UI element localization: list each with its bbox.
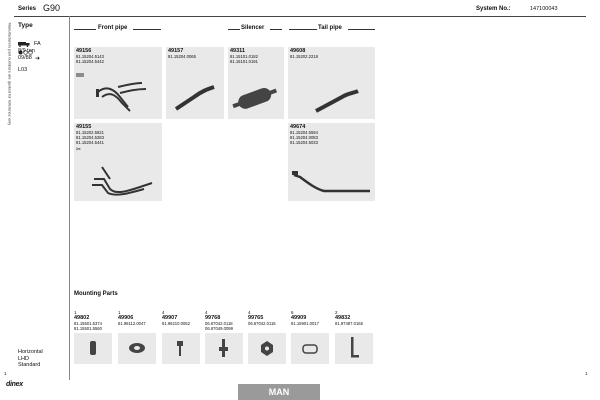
tail-pipe-drawing bbox=[290, 165, 374, 199]
part-number: 99768 bbox=[205, 315, 221, 321]
part-number: 49832 bbox=[335, 315, 351, 321]
mounting-item[interactable] bbox=[248, 310, 276, 326]
gasket-icon bbox=[76, 65, 84, 83]
dinex-logo: dinex bbox=[6, 381, 23, 388]
oem-ref: 06.67049.0099 bbox=[205, 326, 233, 331]
series-value: G90 bbox=[43, 3, 61, 13]
stud-icon bbox=[217, 339, 231, 359]
tail-pipe-heading: Tail pipe bbox=[318, 25, 342, 31]
flange-icon bbox=[128, 341, 146, 355]
tail-pipe-rule-left bbox=[289, 29, 317, 30]
brand-banner: MAN bbox=[238, 384, 320, 400]
front-pipe-drawing bbox=[94, 77, 158, 117]
quantity: 4 bbox=[162, 310, 165, 315]
mounting-item[interactable] bbox=[205, 310, 233, 331]
oem-ref: 81.15101.0182 bbox=[230, 54, 258, 59]
oem-ref: 81.15501.5374 bbox=[74, 321, 102, 326]
oem-ref: 81.15204.5033 bbox=[290, 140, 318, 145]
oem-ref: 81.15204.5442 bbox=[76, 59, 104, 64]
oem-ref: 81.15204.5594 bbox=[290, 130, 318, 135]
mounting-image bbox=[291, 333, 329, 364]
date-from: 09/88 bbox=[18, 55, 32, 61]
hanger-icon bbox=[347, 337, 361, 361]
part-number: 49907 bbox=[162, 315, 178, 321]
oem-ref: 81.15204.5143 bbox=[76, 54, 104, 59]
bolt-icon bbox=[174, 341, 186, 357]
mounting-image bbox=[74, 333, 112, 364]
part-card[interactable] bbox=[74, 123, 162, 201]
part-number: 49608 bbox=[290, 48, 306, 54]
mounting-item[interactable] bbox=[162, 310, 190, 326]
front-pipe-drawing bbox=[172, 83, 218, 113]
oem-ref: 81.15204.5441 bbox=[76, 140, 104, 145]
system-number-label: System No.: bbox=[476, 6, 511, 12]
header-rule bbox=[14, 16, 586, 17]
front-pipe-heading: Front pipe bbox=[98, 25, 128, 31]
oem-ref: 81.15204.0083 bbox=[290, 135, 318, 140]
series-label: Series bbox=[18, 6, 37, 12]
oem-ref: 81.15202.2218 bbox=[290, 54, 318, 59]
part-card[interactable] bbox=[74, 47, 162, 119]
oem-ref: 81.15204.0065 bbox=[168, 54, 196, 59]
engine-code: L03 bbox=[18, 67, 28, 73]
part-number: 99765 bbox=[248, 315, 264, 321]
config-drive: LHD bbox=[18, 355, 30, 362]
mounting-item[interactable] bbox=[118, 310, 146, 326]
system-number-value: 147100043 bbox=[530, 6, 558, 12]
bracket-icon bbox=[86, 339, 100, 357]
oem-ref: 06.67042.0115 bbox=[248, 321, 276, 326]
front-pipe-rule-left bbox=[74, 29, 96, 30]
part-number: 49157 bbox=[168, 48, 184, 54]
mounting-image bbox=[335, 333, 373, 364]
part-number: 49802 bbox=[74, 315, 90, 321]
part-number: 49311 bbox=[230, 48, 245, 54]
part-card[interactable] bbox=[288, 47, 375, 119]
mounting-image bbox=[248, 333, 286, 364]
mounting-image bbox=[162, 333, 200, 364]
part-number: 49906 bbox=[118, 315, 134, 321]
tail-pipe-rule-right bbox=[348, 29, 375, 30]
type-title: Type bbox=[18, 22, 33, 29]
quantity: 1 bbox=[118, 310, 121, 315]
quantity: 4 bbox=[248, 310, 251, 315]
oem-ref: 81.15901.0017 bbox=[291, 321, 319, 326]
part-card[interactable] bbox=[228, 47, 284, 119]
part-number: 49674 bbox=[290, 124, 306, 130]
config-variant: Standard bbox=[18, 362, 41, 368]
config-orientation: Horizontal bbox=[18, 349, 43, 355]
quantity: 4 bbox=[205, 310, 208, 315]
front-pipe-rule-right bbox=[133, 29, 161, 30]
fa-label: FA bbox=[34, 41, 41, 47]
oem-ref: 81.97487.0165 bbox=[335, 321, 363, 326]
mounting-item[interactable] bbox=[335, 310, 363, 326]
mounting-image bbox=[118, 333, 156, 364]
part-number: 49156 bbox=[76, 48, 92, 54]
silencer-rule-left bbox=[228, 29, 240, 30]
oem-ref: 81.96210.0052 bbox=[162, 321, 190, 326]
clamp-icon: ✂ bbox=[76, 147, 82, 153]
tonnage: 8/9 ton bbox=[18, 48, 35, 54]
quantity: 2 bbox=[335, 310, 338, 315]
oem-ref: 81.15202.5821 bbox=[76, 130, 104, 135]
mounting-parts-heading: Mounting Parts bbox=[74, 291, 118, 297]
rubber-mount-icon bbox=[302, 343, 318, 355]
mounting-item[interactable] bbox=[291, 310, 319, 326]
oem-ref: 81.15501.5560 bbox=[74, 326, 102, 331]
front-pipe-drawing bbox=[88, 163, 158, 199]
silencer-rule-right bbox=[270, 29, 282, 30]
part-number: 49909 bbox=[291, 315, 307, 321]
part-number: 49155 bbox=[76, 124, 92, 130]
oem-ref: 81.15204.5283 bbox=[76, 135, 104, 140]
quantity: 6 bbox=[291, 310, 294, 315]
mounting-image bbox=[205, 333, 243, 364]
tail-pipe-drawing bbox=[312, 87, 362, 115]
arrow-right-icon: ➔ bbox=[35, 56, 41, 62]
oem-ref: 81.15101.0191 bbox=[230, 59, 258, 64]
nut-icon bbox=[260, 340, 274, 358]
page-number-right: 1 bbox=[585, 371, 588, 376]
part-card[interactable] bbox=[166, 47, 224, 119]
silencer-drawing bbox=[232, 83, 280, 115]
silencer-heading: Silencer bbox=[241, 25, 265, 31]
oem-ref: 81.98112.0047 bbox=[118, 321, 146, 326]
oem-ref: 06.67042.0118 bbox=[205, 321, 233, 326]
reference-note: Manufacturers part numbers are quoted for reference only bbox=[7, 22, 13, 126]
mounting-item[interactable] bbox=[74, 310, 102, 331]
quantity: 1 bbox=[74, 310, 77, 315]
page-number-left: 1 bbox=[4, 371, 7, 376]
part-card[interactable] bbox=[288, 123, 375, 201]
configuration bbox=[18, 349, 43, 369]
